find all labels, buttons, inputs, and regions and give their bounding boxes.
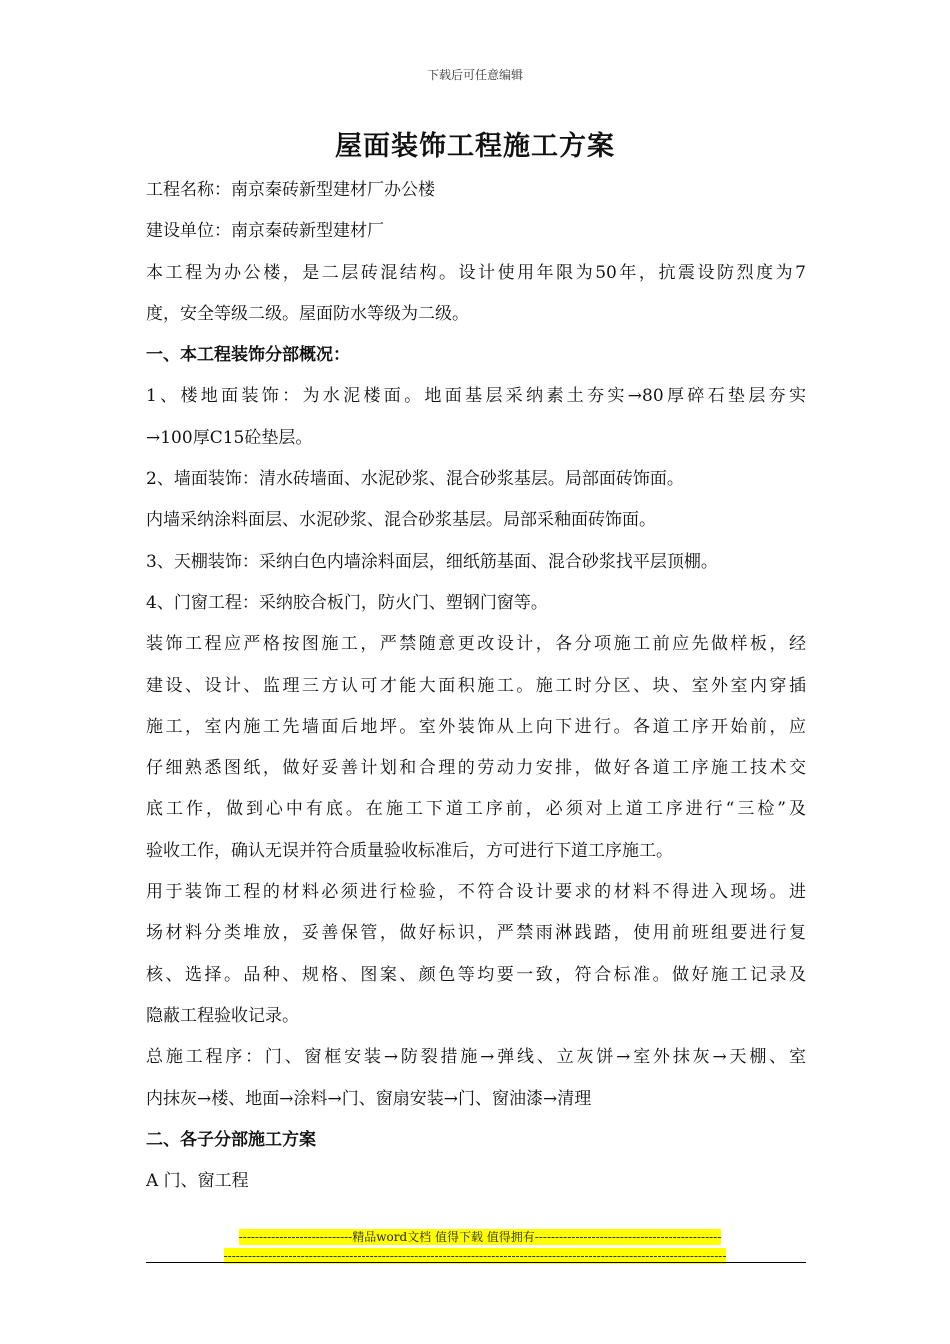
footer-rule xyxy=(146,1262,806,1263)
footer-dash-line: ---------------------------------------------------------------------------------------------------------------------------- xyxy=(223,1249,727,1263)
body-text-line: 3、天棚装饰：采纳白色内墙涂料面层，细纸筋基面、混合砂浆找平层顶棚。 xyxy=(146,551,718,572)
body-text-line: 验收工作，确认无误并符合质量验收标准后，方可进行下道工序施工。 xyxy=(146,840,673,861)
body-text-line: 底工作，做到心中有底。在施工下道工序前，必须对上道工序进行“三检”及 xyxy=(146,799,806,820)
body-text-line: 仔细熟悉图纸，做好妥善计划和合理的劳动力安排，做好各道工序施工技术交 xyxy=(146,758,806,779)
body-text-line: 2、墙面装饰：清水砖墙面、水泥砂浆、混合砂浆基层。局部面砖饰面。 xyxy=(146,469,684,490)
body-text-line: 施工，室内施工先墙面后地坪。室外装饰从上向下进行。各道工序开始前，应 xyxy=(146,716,806,737)
body-text-line: 场材料分类堆放，妥善保管，做好标识，严禁雨淋践踏，使用前班组要进行复 xyxy=(146,923,806,944)
footer-promo-line: ----------------------------精品word文档 值得下载 值得拥有---------------------------------------------- xyxy=(238,1230,722,1244)
body-text-line: 隐蔽工程验收记录。 xyxy=(146,1005,299,1026)
body-text-line: 内墙采纳涂料面层、水泥砂浆、混合砂浆基层。局部采釉面砖饰面。 xyxy=(146,510,656,531)
section-heading: 一、本工程装饰分部概况： xyxy=(146,345,350,366)
section-heading: 二、各子分部施工方案 xyxy=(146,1129,316,1150)
header-note: 下载后可任意编辑 xyxy=(426,68,523,82)
footer-banner xyxy=(0,1226,950,1264)
body-text-line: 工程名称：南京秦砖新型建材厂办公楼 xyxy=(146,180,435,200)
body-text-line: 建设单位：南京秦砖新型建材厂 xyxy=(146,221,384,242)
body-text-line: 4、门窗工程：采纳胶合板门，防火门、塑钢门窗等。 xyxy=(146,592,548,613)
document-title: 屋面装饰工程施工方案 xyxy=(335,131,615,162)
body-text-line: 本工程为办公楼，是二层砖混结构。设计使用年限为50年，抗震设防烈度为7 xyxy=(146,262,806,283)
body-text-line: 1、楼地面装饰：为水泥楼面。地面基层采纳素土夯实→80厚碎石垫层夯实 xyxy=(146,386,806,407)
body-text-line: 核、选择。品种、规格、图案、颜色等均要一致，符合标准。做好施工记录及 xyxy=(146,964,806,985)
body-text-line: 装饰工程应严格按图施工，严禁随意更改设计，各分项施工前应先做样板，经 xyxy=(146,634,806,655)
document-body xyxy=(146,170,806,1202)
body-text-line: 用于装饰工程的材料必须进行检验，不符合设计要求的材料不得进入现场。进 xyxy=(146,882,806,903)
body-text-line: →100厚C15砼垫层。 xyxy=(146,427,313,448)
body-text-line: 度，安全等级二级。屋面防水等级为二级。 xyxy=(146,303,469,324)
body-text-line: 内抹灰→楼、地面→涂料→门、窗扇安装→门、窗油漆→清理 xyxy=(146,1088,592,1109)
body-text-line: A 门、窗工程 xyxy=(146,1171,249,1192)
body-text-line: 建设、设计、监理三方认可才能大面积施工。施工时分区、块、室外室内穿插 xyxy=(146,675,806,696)
body-text-line: 总施工程序：门、窗框安装→防裂措施→弹线、立灰饼→室外抹灰→天棚、室 xyxy=(146,1047,806,1068)
